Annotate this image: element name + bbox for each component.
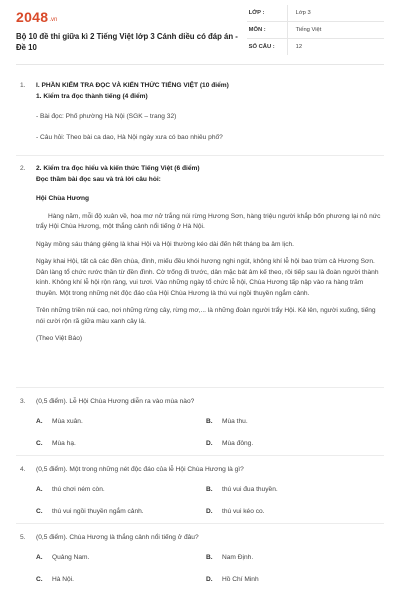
divider	[16, 387, 384, 388]
page-header	[16, 0, 384, 65]
meta-label: MÔN :	[247, 22, 288, 38]
question-number: 4.	[20, 466, 26, 473]
options	[36, 417, 384, 457]
option-text: Nam Định.	[222, 553, 254, 561]
meta-row-count	[247, 39, 384, 55]
question-number: 5.	[20, 534, 26, 541]
question-text: (0,5 điểm). Lễ Hội Chùa Hương diễn ra vào mùa nào?	[36, 398, 195, 405]
subsection-title: 1. Kiểm tra đọc thành tiếng (4 điểm)	[36, 92, 148, 100]
option-text: thú vui kéo co.	[222, 507, 265, 515]
question-line: - Câu hỏi: Theo bài ca dao, Hà Nội ngày xưa có bao nhiêu phố?	[36, 133, 223, 141]
instruction: Đọc thầm bài đọc sau và trả lời câu hỏi:	[36, 175, 161, 183]
passage-paragraph: Hàng năm, mỗi độ xuân về, hoa mơ nở trắng núi rừng Hương Sơn, hàng triệu người khắp bốn phương lại nô nức trẩy Hội Chùa Hương, một thắng cảnh nổi tiếng ở Hà Nội.	[36, 212, 381, 230]
option-letter: A.	[36, 485, 43, 493]
option-letter: B.	[206, 417, 213, 425]
passage-paragraph: Ngày mồng sáu tháng giêng là khai Hội và Hội thường kéo dài đến hết tháng ba âm lịch.	[36, 240, 294, 248]
option-letter: C.	[36, 439, 43, 447]
divider	[16, 155, 384, 156]
passage-title: Hội Chùa Hương	[36, 195, 90, 202]
option-letter: D.	[206, 507, 213, 515]
site-logo[interactable]	[16, 9, 247, 25]
meta-value: 12	[295, 44, 303, 50]
question-2	[16, 164, 384, 345]
logo-main-text: 2048	[16, 9, 49, 25]
question-number: 2.	[20, 165, 26, 172]
passage-paragraph: Ngày khai Hội, tất cả các đền chùa, đình, miếu đều khói hương nghi ngút, không khí lễ hội bao trùm cả Hương Sơn. Dân làng tổ chức rước thần từ đền đình. Cờ trống đi trước, dân mặc bát âm kế theo, rồi tiếp sau là đoàn người thành kính. Không khí lễ hội rộn ràng, vui tươi. Vào những ngày tổ chức lễ hội, Chùa Hương tấp nập vào ra hàng trăm thuyền. Một trong những nét độc đáo của Hội Chùa Hương là thú vui ngồi thuyền ngắm cảnh.	[36, 258, 379, 297]
option-letter: A.	[36, 553, 43, 561]
option-letter: D.	[206, 575, 213, 583]
option-b[interactable]	[206, 485, 278, 496]
option-letter: A.	[36, 417, 43, 425]
option-b[interactable]	[206, 417, 248, 428]
meta-row-subject	[247, 22, 384, 39]
options	[36, 485, 384, 525]
meta-label: LỚP :	[247, 5, 288, 21]
question-number: 3.	[20, 398, 26, 405]
option-letter: B.	[206, 485, 213, 493]
option-text: Quảng Nam.	[52, 553, 90, 561]
meta-value: Tiếng Việt	[295, 27, 322, 33]
option-d[interactable]	[206, 507, 265, 518]
meta-table	[247, 5, 384, 55]
option-d[interactable]	[206, 439, 253, 450]
option-text: thú vui ngồi thuyền ngắm cảnh.	[52, 507, 144, 515]
options	[36, 553, 384, 593]
section-title: I. PHẦN KIỂM TRA ĐỌC VÀ KIẾN THỨC TIẾNG VIỆT (10 điểm)	[36, 82, 229, 89]
option-letter: C.	[36, 575, 43, 583]
option-d[interactable]	[206, 575, 259, 586]
option-a[interactable]	[36, 553, 89, 564]
header-left	[16, 0, 247, 64]
option-letter: B.	[206, 553, 213, 561]
option-text: Hồ Chí Minh	[222, 575, 259, 583]
meta-row-class	[247, 5, 384, 22]
logo-sub-text: .vn	[49, 17, 58, 23]
meta-value: Lớp 3	[295, 10, 311, 16]
reading-line: - Bài đọc: Phố phường Hà Nội (SGK – trang 32)	[36, 113, 177, 120]
question-number: 1.	[20, 82, 26, 89]
divider	[16, 455, 384, 456]
meta-label: SỐ CÂU :	[247, 39, 288, 55]
option-a[interactable]	[36, 485, 105, 496]
question-4	[16, 465, 384, 525]
option-c[interactable]	[36, 507, 144, 518]
option-text: Mùa thu.	[222, 417, 248, 425]
question-1	[16, 81, 384, 143]
document-title: Bộ 10 đề thi giữa kì 2 Tiếng Việt lớp 3 Cánh diều có đáp án - Đề 10	[16, 32, 238, 52]
subsection-title: 2. Kiểm tra đọc hiểu và kiến thức Tiếng Việt (6 điểm)	[36, 165, 200, 172]
option-text: Mùa xuân.	[52, 417, 83, 425]
passage-paragraph: Trên những triền núi cao, nơi những rừng cây, rừng mơ,... là những đoàn người trẩy Hội. Kẻ lên, người xuống, tiếng nói cười rộn rã giữa màu xanh cây lá.	[36, 307, 376, 325]
question-3	[16, 397, 384, 457]
option-text: thú chơi ném còn.	[52, 485, 105, 493]
option-text: thú vui đua thuyền.	[222, 485, 278, 493]
question-5	[16, 533, 384, 593]
question-text: (0,5 điểm). Chùa Hương là thắng cảnh nổi tiếng ở đâu?	[36, 534, 199, 541]
option-c[interactable]	[36, 575, 74, 586]
option-b[interactable]	[206, 553, 253, 564]
question-text: (0,5 điểm). Một trong những nét độc đáo của lễ Hội Chùa Hương là gì?	[36, 466, 244, 473]
option-text: Mùa đông.	[222, 439, 254, 447]
option-a[interactable]	[36, 417, 83, 428]
option-text: Mùa hạ.	[52, 439, 76, 447]
option-letter: C.	[36, 507, 43, 515]
passage-source: (Theo Việt Báo)	[36, 335, 83, 342]
option-letter: D.	[206, 439, 213, 447]
divider	[16, 523, 384, 524]
option-text: Hà Nội.	[52, 575, 74, 583]
option-c[interactable]	[36, 439, 76, 450]
